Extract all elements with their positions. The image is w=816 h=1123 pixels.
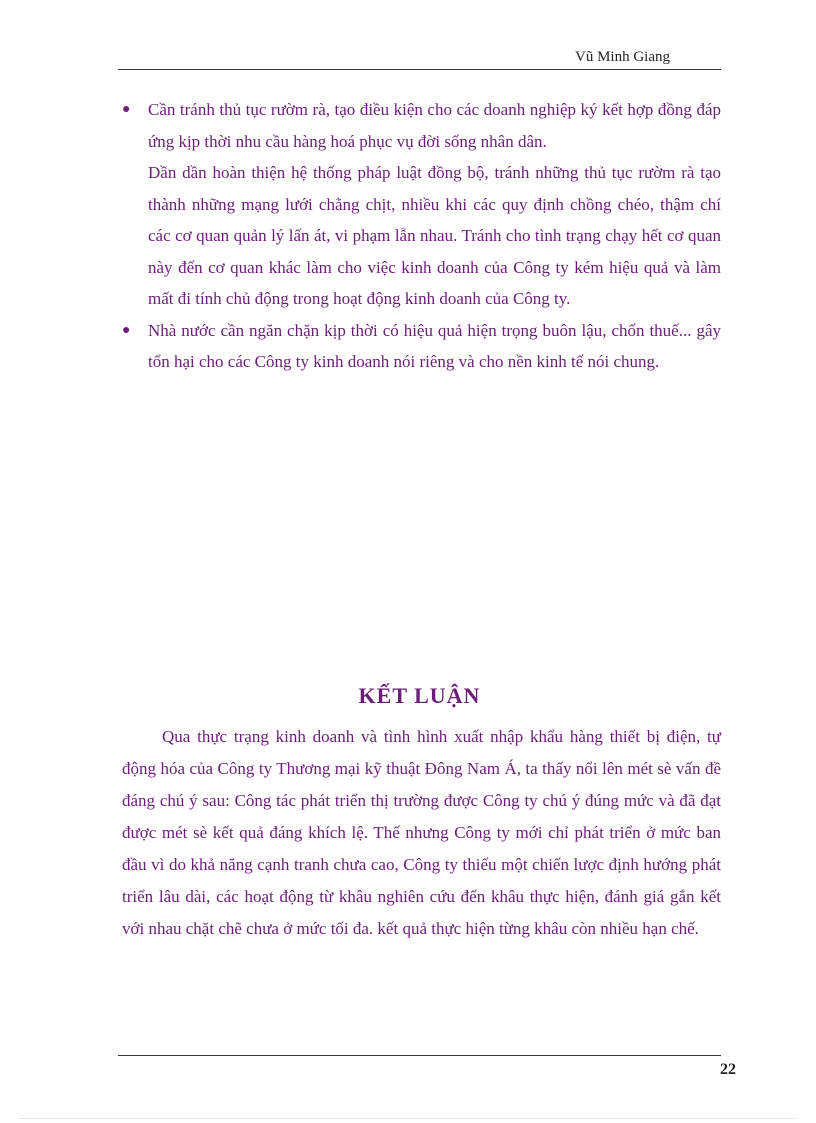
bullet-icon: ● (122, 102, 131, 117)
bullet-text: Cần tránh thủ tục rườm rà, tạo điều kiện cho các doanh nghiệp ký kết hợp đồng đáp ứng kịp thời nhu cầu hàng hoá phục vụ đời sống nhân dân. (148, 100, 721, 151)
paragraph (118, 157, 721, 315)
bullet-item-1 (118, 94, 721, 157)
page-number: 22 (720, 1061, 736, 1078)
footer-divider (118, 1055, 721, 1056)
bullet-icon: ● (122, 322, 131, 338)
conclusion-text: Qua thực trạng kinh doanh và tình hình xuất nhập khẩu hàng thiết bị điện, tự động hóa của Công ty Thương mại kỹ thuật Đông Nam Á, ta thấy nổi lên mét sè vấn đề đáng chú ý sau: Công tác phát triển thị trường được Công ty chú ý đúng mức và đã đạt được mét sè kết quả đáng khích lệ. Thế nhưng Công ty mới chỉ phát triển ở mức ban đầu vì do khả năng cạnh tranh chưa cao, Công ty thiếu một chiến lược định hướng phát triển lâu dài, các hoạt động từ khâu nghiên cứu đến khâu thực hiện, đánh giá gắn kết với nhau chặt chẽ chưa ở mức tối đa. kết quả thực hiện từng khâu còn nhiều hạn chế. (122, 727, 721, 938)
header-divider (118, 69, 721, 70)
bullet-item-2 (118, 315, 721, 378)
bullet-text: Nhà nước cần ngăn chặn kịp thời có hiệu quả hiện trọng buôn lậu, chốn thuế... gây tổn hại cho các Công ty kinh doanh nói riêng và cho nền kinh tế nói chung. (148, 320, 721, 371)
page-edge-divider (20, 1118, 796, 1119)
body-content (118, 94, 721, 378)
conclusion-section (118, 677, 721, 945)
paragraph-text: Dần dần hoàn thiện hệ thống pháp luật đồng bộ, tránh những thủ tục rườm rà tạo thành những mạng lưới chằng chịt, nhiều khi các quy định chồng chéo, thậm chí các cơ quan quản lý lấn át, vi phạm lẫn nhau. Tránh cho tình trạng chạy hết cơ quan này đến cơ quan khác làm cho việc kinh doanh của Công ty kém hiệu quả và làm mất đi tính chủ động trong hoạt động kinh doanh của Công ty. (148, 163, 721, 308)
conclusion-title: KẾT LUẬN (358, 683, 481, 708)
header-author: Vũ Minh Giang (575, 49, 670, 65)
